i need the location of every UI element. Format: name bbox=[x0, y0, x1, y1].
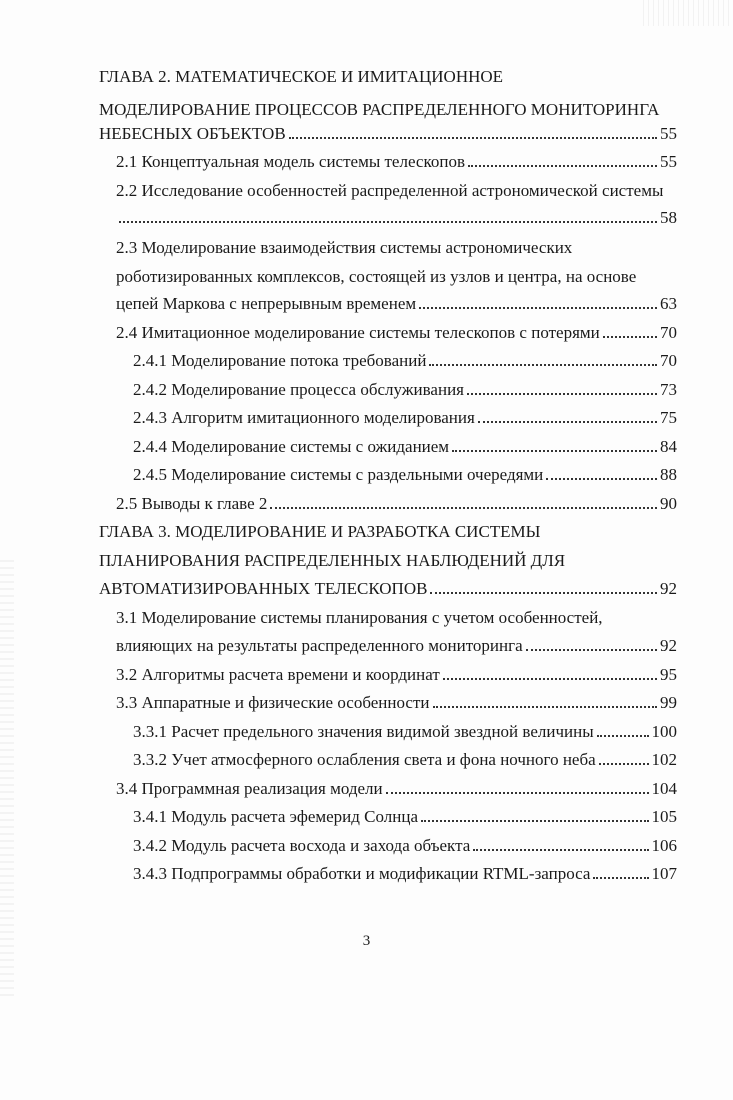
toc-entry-3-3-1[interactable] bbox=[133, 721, 677, 743]
toc-entry-title: 2.4.3 Алгоритм имитационного моделирования bbox=[133, 408, 475, 427]
toc-entry-3-4-3[interactable] bbox=[133, 863, 677, 885]
dot-leader bbox=[468, 165, 657, 167]
dot-leader bbox=[421, 820, 648, 822]
toc-entry-title: 3.4 Программная реализация модели bbox=[116, 779, 383, 798]
toc-entry-3-1-line-1[interactable]: 3.1 Моделирование системы планирования с учетом особенностей, bbox=[116, 608, 603, 627]
toc-entry-2-3[interactable] bbox=[116, 293, 677, 315]
toc-entry-3-1-line-2: влияющих на результаты распределенного мониторинга bbox=[116, 636, 523, 655]
toc-page-number: 70 bbox=[660, 323, 677, 342]
toc-entry-3-1[interactable] bbox=[116, 635, 677, 657]
dot-leader bbox=[478, 421, 657, 423]
toc-entry-2-2[interactable] bbox=[116, 207, 677, 229]
toc-entry-2-3-line-3: цепей Маркова с непрерывным временем bbox=[116, 294, 417, 313]
toc-entry-2-2-title[interactable]: 2.2 Исследование особенностей распределенной астрономической системы bbox=[116, 181, 664, 200]
toc-entry-2-4-2[interactable] bbox=[133, 379, 677, 401]
page-number: 3 bbox=[362, 933, 371, 949]
dot-leader bbox=[593, 877, 648, 879]
toc-entry-title: 3.4.1 Модуль расчета эфемерид Солнца bbox=[133, 807, 419, 826]
toc-entry-title: 3.2 Алгоритмы расчета времени и координат bbox=[116, 665, 440, 684]
dot-leader bbox=[452, 450, 657, 452]
toc-page-number: 70 bbox=[660, 351, 677, 370]
toc-entry-2-4-1[interactable] bbox=[133, 350, 677, 372]
dot-leader bbox=[443, 678, 657, 680]
toc-page-number: 100 bbox=[651, 722, 677, 741]
dot-leader bbox=[526, 649, 657, 651]
toc-page-number: 102 bbox=[651, 750, 677, 769]
toc-entry-title: 2.4.4 Моделирование системы с ожиданием bbox=[133, 437, 450, 456]
toc-entry-3-3[interactable] bbox=[116, 692, 677, 714]
dot-leader bbox=[270, 507, 657, 509]
dot-leader bbox=[430, 592, 657, 594]
toc-entry-2-4-4[interactable] bbox=[133, 436, 677, 458]
toc-entry-title: 3.3.1 Расчет предельного значения видимой звездной величины bbox=[133, 722, 594, 741]
toc-page-number: 55 bbox=[660, 152, 677, 171]
toc-entry-3-4-2[interactable] bbox=[133, 835, 677, 857]
toc-page-number: 75 bbox=[660, 408, 677, 427]
toc-page-number: 92 bbox=[660, 579, 677, 598]
toc-entry-title: 3.4.3 Подпрограммы обработки и модификации RTML-запроса bbox=[133, 864, 591, 883]
dot-leader bbox=[429, 364, 657, 366]
dot-leader bbox=[119, 221, 657, 223]
toc-page-number: 106 bbox=[651, 836, 677, 855]
toc-entry-title: 2.1 Концептуальная модель системы телескопов bbox=[116, 152, 465, 171]
toc-entry-3-4[interactable] bbox=[116, 778, 677, 800]
toc-entry-2-5[interactable] bbox=[116, 493, 677, 515]
scan-noise-corner bbox=[643, 0, 733, 26]
toc-entry-title: 2.4.5 Моделирование системы с раздельными очередями bbox=[133, 465, 544, 484]
toc-entry-2-3-line-1[interactable]: 2.3 Моделирование взаимодействия системы астрономических bbox=[116, 238, 573, 257]
toc-page-number: 105 bbox=[651, 807, 677, 826]
toc-chapter-2-line-3: НЕБЕСНЫХ ОБЪЕКТОВ bbox=[99, 124, 286, 143]
dot-leader bbox=[473, 849, 648, 851]
dot-leader bbox=[433, 706, 658, 708]
dot-leader bbox=[599, 763, 649, 765]
toc-entry-2-3-line-2: роботизированных комплексов, состоящей из узлов и центра, на основе bbox=[116, 267, 637, 286]
dot-leader bbox=[386, 792, 649, 794]
toc-chapter-3-line-1: ГЛАВА 3. МОДЕЛИРОВАНИЕ И РАЗРАБОТКА СИСТЕМЫ bbox=[99, 522, 541, 541]
toc-chapter-3-entry[interactable] bbox=[99, 578, 677, 600]
toc-page-number: 99 bbox=[660, 693, 677, 712]
toc-page-number: 84 bbox=[660, 437, 677, 456]
toc-entry-2-4[interactable] bbox=[116, 322, 677, 344]
toc-page-number: 90 bbox=[660, 494, 677, 513]
toc-chapter-2-entry[interactable] bbox=[99, 123, 677, 145]
toc-page-number: 95 bbox=[660, 665, 677, 684]
dot-leader bbox=[546, 478, 657, 480]
dot-leader bbox=[419, 307, 657, 309]
toc-entry-title: 3.3.2 Учет атмосферного ослабления света и фона ночного неба bbox=[133, 750, 596, 769]
toc-chapter-3-line-3: АВТОМАТИЗИРОВАННЫХ ТЕЛЕСКОПОВ bbox=[99, 579, 428, 598]
toc-page-number: 104 bbox=[651, 779, 677, 798]
toc-entry-title: 2.4.1 Моделирование потока требований bbox=[133, 351, 427, 370]
toc-page-number: 107 bbox=[651, 864, 677, 883]
toc-chapter-3-line-2: ПЛАНИРОВАНИЯ РАСПРЕДЕЛЕННЫХ НАБЛЮДЕНИЙ ДЛЯ bbox=[99, 551, 566, 570]
toc-entry-title: 2.4 Имитационное моделирование системы телескопов с потерями bbox=[116, 323, 600, 342]
toc-page-number: 55 bbox=[660, 124, 677, 143]
toc-entry-3-4-1[interactable] bbox=[133, 806, 677, 828]
toc-entry-2-1[interactable] bbox=[116, 151, 677, 173]
toc-page-number: 88 bbox=[660, 465, 677, 484]
dot-leader bbox=[289, 137, 657, 139]
toc-chapter-2-line-1: ГЛАВА 2. МАТЕМАТИЧЕСКОЕ И ИМИТАЦИОННОЕ bbox=[99, 67, 504, 86]
toc-page-number: 58 bbox=[660, 208, 677, 227]
dot-leader bbox=[467, 393, 657, 395]
toc-entry-title: 2.4.2 Моделирование процесса обслуживания bbox=[133, 380, 464, 399]
dot-leader bbox=[597, 735, 649, 737]
toc-entry-2-4-5[interactable] bbox=[133, 464, 677, 486]
toc-chapter-2-line-2: МОДЕЛИРОВАНИЕ ПРОЦЕССОВ РАСПРЕДЕЛЕННОГО МОНИТОРИНГА bbox=[99, 100, 660, 119]
toc-entry-title: 2.5 Выводы к главе 2 bbox=[116, 494, 268, 513]
toc-page-number: 92 bbox=[660, 636, 677, 655]
toc-entry-3-3-2[interactable] bbox=[133, 749, 677, 771]
toc-page-number: 73 bbox=[660, 380, 677, 399]
toc-page-number: 63 bbox=[660, 294, 677, 313]
dot-leader bbox=[603, 336, 657, 338]
toc-entry-2-4-3[interactable] bbox=[133, 407, 677, 429]
toc-entry-3-2[interactable] bbox=[116, 664, 677, 686]
toc-entry-title: 3.3 Аппаратные и физические особенности bbox=[116, 693, 430, 712]
toc-entry-title: 3.4.2 Модуль расчета восхода и захода объекта bbox=[133, 836, 471, 855]
